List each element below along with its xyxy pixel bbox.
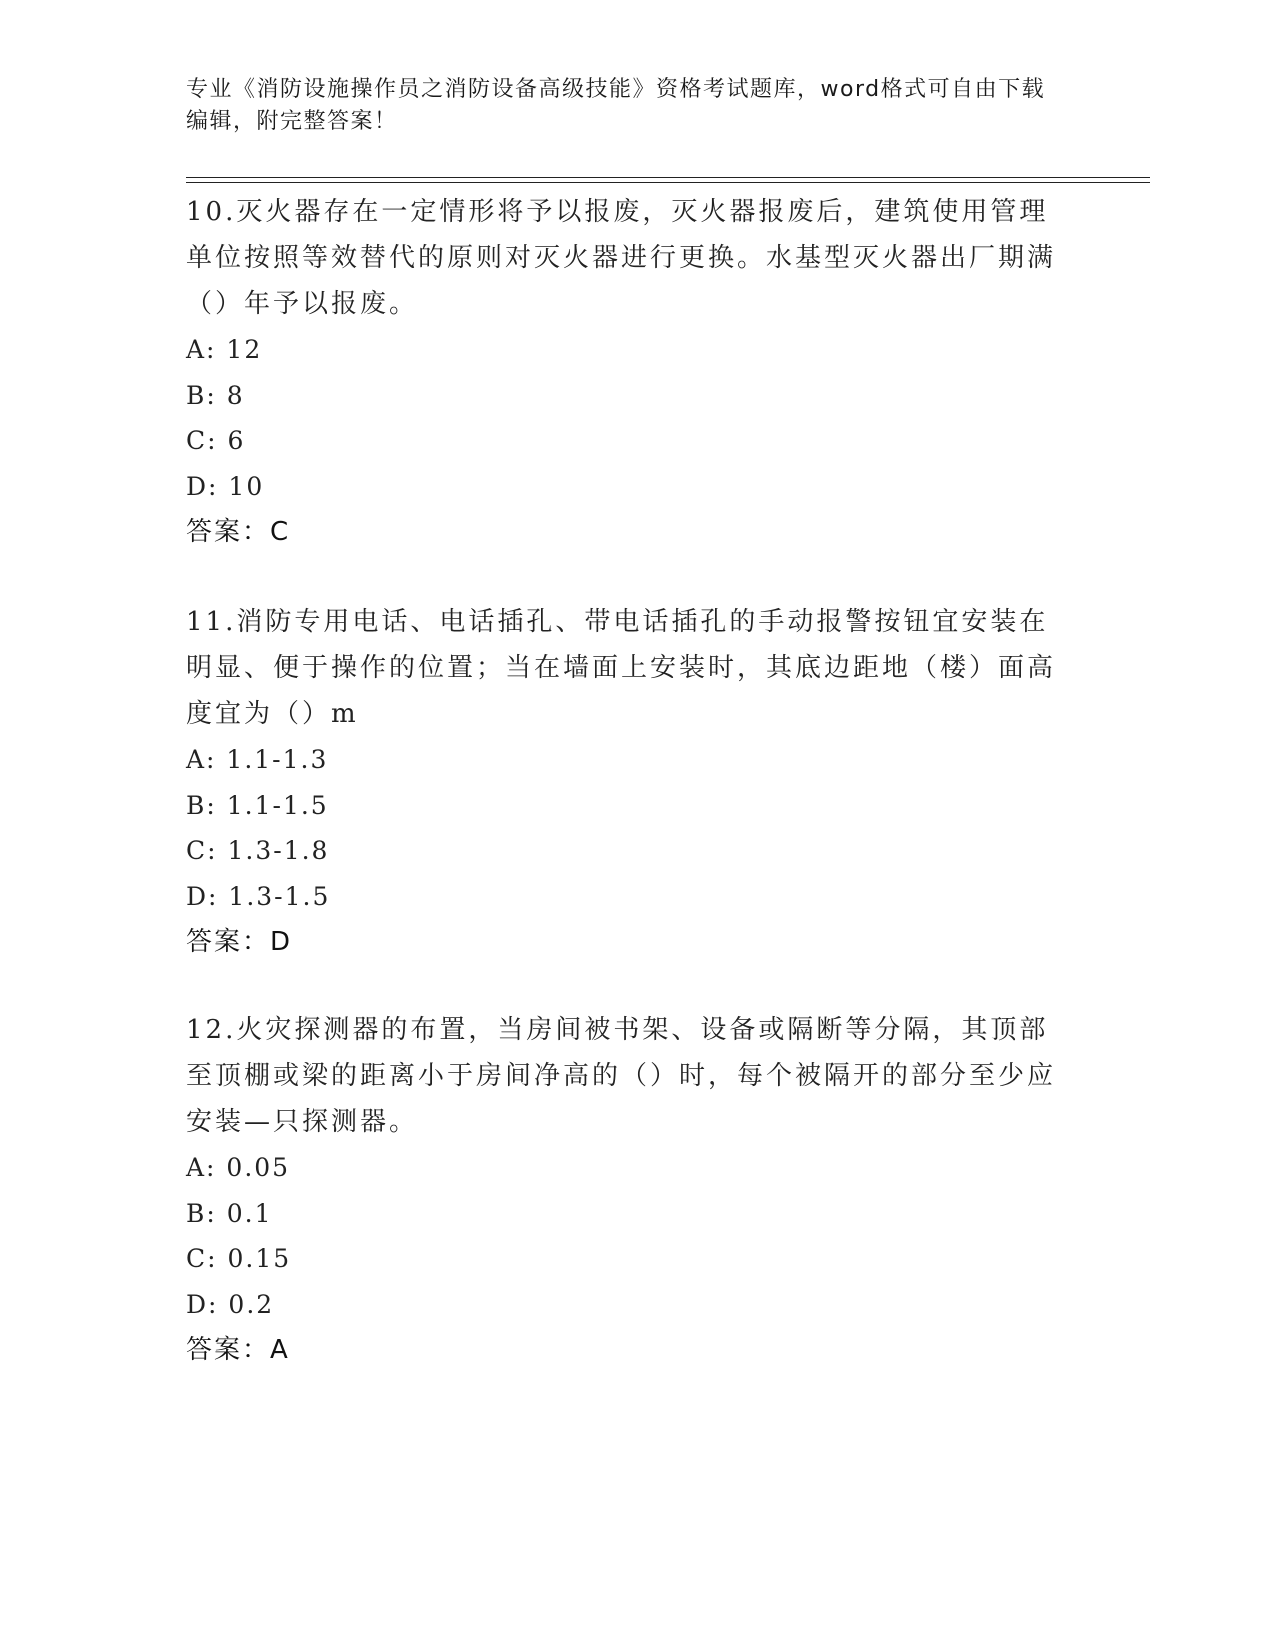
option-a: A: 1.1-1.3 xyxy=(186,745,329,774)
answer-line: 答案：A xyxy=(186,1335,290,1365)
question-11 xyxy=(186,599,1076,965)
option-d: D: 0.2 xyxy=(186,1289,275,1319)
question-stem: 12.火灾探测器的布置，当房间被书架、设备或隔断等分隔，其顶部至顶棚或梁的距离小于房间净高的（）时，每个被隔开的部分至少应安装—只探测器。 xyxy=(186,1015,1057,1137)
option-b: B: 8 xyxy=(186,380,245,410)
option-b: B: 1.1-1.5 xyxy=(186,790,329,820)
option-c: C: 6 xyxy=(186,426,246,455)
option-d: D: 10 xyxy=(186,471,265,501)
header-divider-top xyxy=(186,177,1150,178)
option-c: C: 1.3-1.8 xyxy=(186,836,330,865)
header-divider-bottom xyxy=(186,182,1150,183)
option-a: A: 12 xyxy=(186,335,263,364)
option-c: C: 0.15 xyxy=(186,1244,292,1273)
question-stem: 10.灭火器存在一定情形将予以报废，灭火器报废后，建筑使用管理单位按照等效替代的原则对灭火器进行更换。水基型灭火器出厂期满（）年予以报废。 xyxy=(186,197,1057,319)
answer-line: 答案：D xyxy=(186,927,293,957)
document-header: 专业《消防设施操作员之消防设备高级技能》资格考试题库，word格式可自由下载编辑，附完整答案！ xyxy=(186,77,1046,134)
question-stem: 11.消防专用电话、电话插孔、带电话插孔的手动报警按钮宜安装在明显、便于操作的位置；当在墙面上安装时，其底边距地（楼）面高度宜为（）m xyxy=(186,607,1057,729)
answer-line: 答案：C xyxy=(186,517,291,547)
option-d: D: 1.3-1.5 xyxy=(186,881,331,911)
question-10 xyxy=(186,189,1076,555)
question-12 xyxy=(186,1007,1076,1373)
option-b: B: 0.1 xyxy=(186,1198,273,1228)
option-a: A: 0.05 xyxy=(186,1153,291,1182)
